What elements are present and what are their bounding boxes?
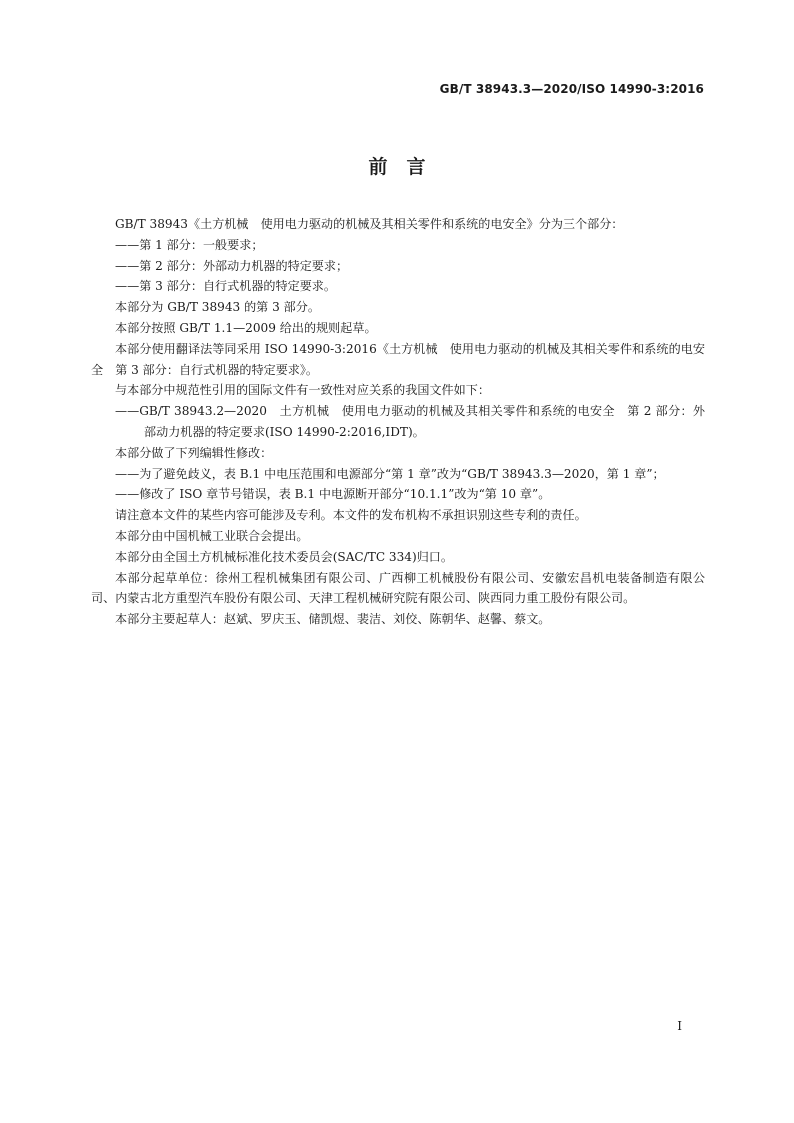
list-item-normative-reference: ——GB/T 38943.2—2020 土方机械 使用电力驱动的机械及其相关零件和系统的电安全 第 2 部分：外部动力机器的特定要求(ISO 14990-2:2016,IDT)。 [115,404,705,439]
paragraph-drafting-rules: 本部分按照 GB/T 1.1—2009 给出的规则起草。 [115,320,377,335]
list-item-part-1: ——第 1 部分：一般要求； [115,237,264,252]
page-title: 前 言 [368,156,426,178]
list-item-editorial-change-1: ——为了避免歧义，表 B.1 中电压范围和电源部分“第 1 章”改为“GB/T 38943.3—2020，第 1 章”； [115,466,665,481]
list-item-part-3: ——第 3 部分：自行式机器的特定要求。 [115,279,336,294]
standard-number-header: GB/T 38943.3—2020/ISO 14990-3:2016 [439,82,704,96]
list-item-part-2: ——第 2 部分：外部动力机器的特定要求； [115,258,349,273]
paragraph-proposer: 本部分由中国机械工业联合会提出。 [115,528,309,543]
foreword-body [91,214,705,630]
paragraph-series-intro: GB/T 38943《土方机械 使用电力驱动的机械及其相关零件和系统的电安全》分为三个部分： [115,217,624,231]
paragraph-committee: 本部分由全国土方机械标准化技术委员会(SAC/TC 334)归口。 [115,549,453,564]
paragraph-adoption: 本部分使用翻译法等同采用 ISO 14990-3:2016《土方机械 使用电力驱动的机械及其相关零件和系统的电安全 第 3 部分：自行式机器的特定要求》。 [91,341,705,377]
paragraph-editorial-changes-intro: 本部分做了下列编辑性修改： [115,445,273,460]
paragraph-drafters: 本部分主要起草人：赵斌、罗庆玉、储凯煜、裴洁、刘佼、陈朝华、赵馨、蔡文。 [115,612,551,627]
paragraph-drafting-organizations: 本部分起草单位：徐州工程机械集团有限公司、广西柳工机械股份有限公司、安徽宏昌机电装备制造有限公司、内蒙古北方重型汽车股份有限公司、天津工程机械研究院有限公司、陕西同力重工股份有限公司。 [91,570,705,606]
paragraph-normative-references-intro: 与本部分中规范性引用的国际文件有一致性对应关系的我国文件如下： [115,383,490,398]
paragraph-part-statement: 本部分为 GB/T 38943 的第 3 部分。 [115,300,320,315]
page-number: I [677,1019,682,1033]
paragraph-patent-notice: 请注意本文件的某些内容可能涉及专利。本文件的发布机构不承担识别这些专利的责任。 [115,508,587,523]
list-item-editorial-change-2: ——修改了 ISO 章节号错误，表 B.1 中电源断开部分“10.1.1”改为“第 10 章”。 [115,487,551,502]
